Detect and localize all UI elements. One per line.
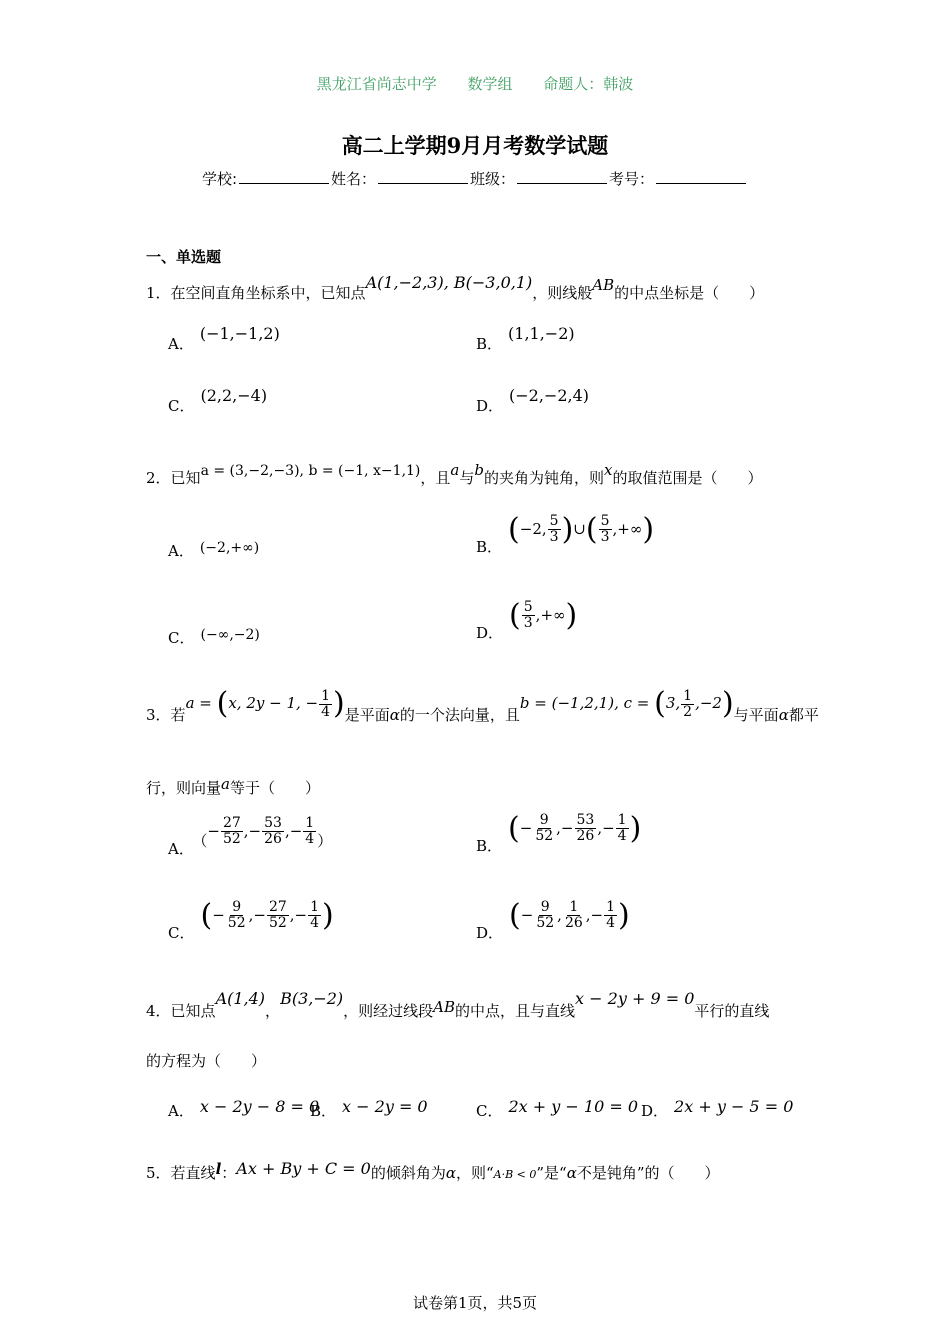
option-label: B． [476, 335, 503, 353]
q5-condition: A·B < 0 [493, 1168, 537, 1181]
option-value: (−2,−2,4) [509, 386, 590, 405]
frac-den: 52 [535, 828, 554, 844]
q3-text-b: 是平面 [344, 706, 390, 724]
option-label: A． [168, 542, 194, 560]
frac-den: 4 [310, 915, 320, 931]
frac-num: 27 [268, 899, 287, 915]
question-4 [146, 989, 770, 1026]
q4-comma: ， [265, 1002, 281, 1020]
q1-number: 1． [146, 284, 171, 302]
name-blank [378, 169, 468, 184]
q3-c-inner-a: 3, [665, 694, 681, 712]
question-2 [146, 463, 763, 494]
q2-text-d: 的取值范围是（ ） [612, 469, 763, 487]
option-label: A． [168, 335, 194, 353]
q2-vectors: a = (3,−2,−3), b = (−1, x−1,1) [200, 463, 421, 479]
option-value: (1,1,−2) [508, 324, 575, 343]
option-label: C． [476, 1102, 503, 1120]
option-label: B． [476, 537, 503, 556]
frac-den: 4 [617, 828, 627, 844]
q3-alpha2: α [778, 706, 789, 724]
frac-num: 53 [576, 812, 595, 828]
q3-text-c: 的一个法向量，且 [399, 706, 520, 724]
q3-vec-bc: b = (−1,2,1), c = [519, 694, 655, 712]
q1-option-a[interactable] [168, 324, 280, 354]
q2-yu: 与 [459, 469, 475, 487]
q5-text-b: 的倾斜角为 [370, 1164, 446, 1182]
q3-option-d[interactable]: D． (− $\frac{9}{52}$ , $\frac{1}{26}$ ,− $\frac{1}{4}$ ) [476, 897, 630, 942]
q3-text-a: 若 [170, 706, 186, 724]
paren-right: ） [317, 831, 333, 850]
frac-num: 1 [305, 815, 315, 831]
q5-text-c: ，则“ [455, 1164, 494, 1182]
option-value: 2x + y − 5 = 0 [674, 1097, 794, 1116]
q1-ab: AB [592, 276, 615, 294]
q4-text-d: 平行的直线 [694, 1002, 770, 1020]
option-label: C． [168, 923, 195, 942]
question-3-line-2 [146, 773, 320, 803]
option-value-b: ,+∞ [535, 605, 566, 624]
option-label: C． [168, 629, 195, 647]
frac-den: 4 [606, 915, 616, 931]
subject-group: 数学组 [467, 75, 513, 93]
q4-point-b: B(3,−2) [280, 989, 344, 1008]
q5-equation: Ax + By + C = 0 [236, 1159, 371, 1178]
option-value: x − 2y − 8 = 0 [199, 1097, 320, 1116]
q1-option-b[interactable] [476, 324, 575, 354]
q5-l: l [215, 1160, 222, 1178]
question-3: 3．若a = (x, 2y − 1, − $\frac{1}{4}$ )是平面α的一个法向量，且b = (−1,2,1), c = (3, $\frac{1}{2}$ ,−2)与平面α都平 [146, 686, 819, 724]
option-label: A． [168, 839, 194, 858]
q5-text-d: ”是“ [536, 1164, 567, 1182]
frac-num: 5 [549, 513, 559, 529]
question-4-line-2: 的方程为（ ） [146, 1052, 267, 1070]
option-value-b: ,+∞ [612, 519, 643, 538]
q4-option-b[interactable] [310, 1097, 428, 1121]
frac-num: 1 [617, 812, 627, 828]
q1-text-a: 在空间直角坐标系中，已知点 [170, 284, 366, 302]
q2-option-b[interactable]: B． (−2, $\frac{5}{3}$ )∪( $\frac{5}{3}$ ,+∞) [476, 511, 655, 556]
page-title: 高二上学期9月月考数学试题 [341, 133, 609, 158]
q2-number: 2． [146, 469, 171, 487]
frac-den: 52 [222, 831, 241, 847]
frac-num: 9 [540, 899, 550, 915]
q5-colon: ： [221, 1164, 237, 1182]
option-value: 2x + y − 10 = 0 [508, 1097, 638, 1116]
frac-den: 3 [549, 529, 559, 545]
q5-alpha: α [445, 1164, 456, 1182]
q4-point-a: A(1,4) [215, 989, 266, 1008]
q3-option-c[interactable]: C． (− $\frac{9}{52}$ ,− $\frac{27}{52}$ ,− $\frac{1}{4}$ ) [168, 897, 334, 942]
frac-den: 4 [321, 703, 331, 720]
option-label: D． [476, 623, 504, 642]
class-blank [517, 169, 607, 184]
q2-text-b: ，且 [420, 469, 451, 487]
q4-text-b: ，则经过线段 [343, 1002, 434, 1020]
number-label: 考号： [609, 170, 655, 188]
q5-alpha2: α [566, 1164, 577, 1182]
q3-text-d: 与平面 [733, 706, 779, 724]
q3-c-inner-b: ,−2 [695, 694, 722, 712]
school-name: 黑龙江省尚志中学 [316, 75, 437, 93]
q2-x: x [604, 461, 613, 479]
option-label: B． [476, 836, 503, 855]
q4-number: 4． [146, 1002, 171, 1020]
frac-den: 52 [268, 915, 287, 931]
frac-den: 26 [564, 915, 583, 931]
q5-number: 5． [146, 1164, 171, 1182]
section-heading: 一、单选题 [146, 248, 222, 266]
q4-option-c[interactable] [476, 1097, 638, 1121]
q2-b: b [474, 461, 484, 479]
school-header [0, 73, 950, 94]
q3-option-a[interactable]: A． （− $\frac{27}{52}$ ,− $\frac{53}{26}$ ,− $\frac{1}{4}$ ） [168, 815, 333, 858]
option-value: (−1,−1,2) [199, 324, 280, 343]
option-value: (2,2,−4) [200, 386, 268, 405]
union-symbol: ∪ [573, 519, 586, 538]
option-label: A． [168, 1102, 194, 1120]
q4-option-d[interactable] [641, 1097, 794, 1121]
number-blank [656, 169, 746, 184]
frac-num: 1 [606, 899, 616, 915]
frac-num: 1 [321, 687, 331, 704]
option-value-a: −2, [519, 519, 547, 538]
school-label: 学校: [201, 170, 237, 188]
q2-option-a[interactable] [168, 540, 259, 561]
school-blank [239, 169, 329, 184]
frac-num: 5 [600, 513, 610, 529]
author: 命题人：韩波 [543, 75, 634, 93]
q2-text-c: 的夹角为钝角，则 [484, 469, 605, 487]
q4-ab: AB [433, 998, 456, 1016]
option-label: D． [476, 397, 504, 415]
q3-vec-a: a = [185, 694, 217, 712]
q3-line2-b: 等于（ ） [229, 779, 320, 797]
frac-den: 2 [683, 703, 693, 720]
frac-den: 26 [264, 831, 282, 847]
q2-a: a [450, 461, 460, 479]
q5-text-a: 若直线 [170, 1164, 216, 1182]
q1-points: A(1,−2,3), B(−3,0,1) [365, 273, 533, 292]
frac-num: 1 [569, 899, 579, 915]
frac-num: 9 [232, 899, 242, 915]
q2-option-d[interactable]: D． ( $\frac{5}{3}$ ,+∞) [476, 597, 578, 642]
q1-option-c[interactable] [168, 386, 268, 416]
q4-text-c: 的中点，且与直线 [455, 1002, 576, 1020]
option-label: D． [476, 923, 504, 942]
student-info-line [0, 168, 950, 189]
option-value: (−2,+∞) [199, 540, 260, 556]
option-value: x − 2y = 0 [342, 1097, 428, 1116]
q3-line2-a: 行，则向量 [146, 779, 222, 797]
frac-den: 3 [523, 615, 533, 631]
frac-num: 1 [683, 687, 693, 704]
q4-line: x − 2y + 9 = 0 [575, 989, 695, 1008]
q4-text-a: 已知点 [170, 1002, 216, 1020]
option-label: B． [310, 1102, 337, 1120]
frac-num: 53 [264, 815, 282, 831]
frac-den: 4 [305, 831, 315, 847]
q1-text-c: 的中点坐标是（ ） [614, 284, 765, 302]
question-1 [146, 273, 765, 308]
option-label: D． [641, 1102, 669, 1120]
q4-option-a[interactable] [168, 1097, 320, 1121]
frac-num: 5 [523, 599, 533, 615]
q3-a-inner: x, 2y − 1, − [228, 694, 319, 712]
q3-number: 3． [146, 706, 171, 724]
q3-line2-vec: a [221, 775, 230, 793]
class-label: 班级： [470, 170, 516, 188]
frac-den: 52 [536, 915, 555, 931]
frac-num: 1 [310, 899, 320, 915]
frac-den: 3 [600, 529, 610, 545]
q5-text-e: 不是钝角”的（ ） [576, 1164, 720, 1182]
question-5 [146, 1158, 720, 1190]
option-value: (−∞,−2) [200, 627, 260, 643]
q1-option-d[interactable] [476, 386, 590, 416]
frac-num: 9 [539, 812, 549, 828]
paren-left: （ [199, 831, 208, 850]
name-label: 姓名： [331, 170, 377, 188]
q2-option-c[interactable] [168, 627, 260, 648]
q2-text-a: 已知 [170, 469, 201, 487]
option-label: C． [168, 397, 195, 415]
q1-text-b: ，则线般 [532, 284, 593, 302]
q3-alpha: α [389, 706, 400, 724]
q3-text-e: 都平 [788, 706, 819, 724]
frac-den: 52 [227, 915, 246, 931]
frac-num: 27 [222, 815, 241, 831]
page-footer: 试卷第1页，共5页 [412, 1294, 538, 1312]
frac-den: 26 [576, 828, 595, 844]
q3-option-b[interactable]: B． (− $\frac{9}{52}$ ,− $\frac{53}{26}$ ,− $\frac{1}{4}$ ) [476, 810, 642, 855]
